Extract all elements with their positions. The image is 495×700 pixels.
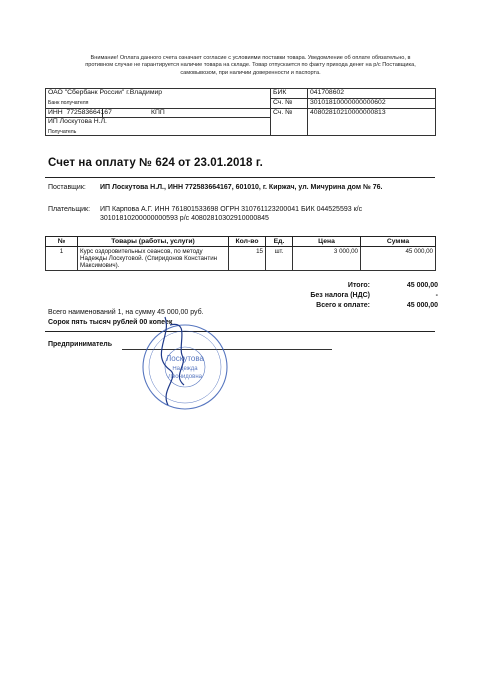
company-stamp <box>110 315 250 415</box>
items-table <box>45 236 436 271</box>
recipient-cell <box>46 118 271 136</box>
bik-value: 041708602 <box>308 89 436 99</box>
row-no: 1 <box>46 247 78 271</box>
items-header-row <box>46 237 436 247</box>
amount-in-words: Сорок пять тысяч рублей 00 копеек <box>48 319 173 326</box>
stamp-text-2: Надежда <box>172 366 198 372</box>
col-header-no: № <box>46 237 78 247</box>
row-qty: 15 <box>229 247 266 271</box>
kpp-label: КПП <box>151 109 165 116</box>
payer-line-2: 30101810200000000593 р/с 40802810302910000845 <box>100 215 269 222</box>
row-goods: Курс оздоровительных сеансов, по методу Надежды Лоскутовой. (Спиридонов Константин Максимович). <box>78 247 229 271</box>
inn-label: ИНН 772583664167 <box>46 109 103 118</box>
total-value: 45 000,00 <box>406 282 438 289</box>
corr-account-value: 30101810000000000602 <box>308 99 436 109</box>
stamp-text-3: Леонидовна <box>168 374 202 380</box>
payer-line-1: ИП Карпова А.Г. ИНН 761801533698 ОГРН 310761123200041 БИК 044525593 к/с <box>100 206 363 213</box>
supplier-value: ИП Лоскутова Н.Л., ИНН 772583664167, 601010, г. Киржач, ул. Мичурина дом № 76. <box>100 184 383 191</box>
row-unit: шт. <box>266 247 293 271</box>
payer-label: Плательщик: <box>48 206 91 213</box>
account-label: Сч. № <box>271 109 308 136</box>
bank-name: ОАО "Сбербанк России" г.Владимир <box>48 89 163 96</box>
total-label: Итого: <box>347 282 370 289</box>
vat-label: Без налога (НДС) <box>310 292 370 299</box>
title-rule <box>45 177 435 178</box>
due-label: Всего к оплате: <box>316 302 370 309</box>
payment-notice: Внимание! Оплата данного счета означает согласие с условиями поставки товара. Уведомление об оплате обязательно, в противном случае не гарантируется наличие товара на складе. Товар отпускается по факту прихода денег на р/с Поставщика, самовывозом, при наличии доверенности и паспорта. <box>85 55 416 76</box>
table-row <box>46 247 436 271</box>
col-header-qty: Кол-во <box>229 237 266 247</box>
recipient-caption: Получатель <box>48 129 77 135</box>
kpp-cell <box>103 109 271 118</box>
account-value: 40802810210000000813 <box>308 109 436 136</box>
col-header-price: Цена <box>293 237 361 247</box>
inn-value: 772583664167 <box>66 109 112 116</box>
signer-label: Предприниматель <box>48 341 113 348</box>
row-price: 3 000,00 <box>293 247 361 271</box>
recipient-name: ИП Лоскутова Н.Л. <box>48 118 107 125</box>
bank-caption: Банк получателя <box>48 100 89 106</box>
bik-label: БИК <box>271 89 308 99</box>
stamp-text-1: Лоскутова <box>166 354 204 363</box>
bank-details-table <box>45 88 436 136</box>
col-header-unit: Ед. <box>266 237 293 247</box>
supplier-label: Поставщик: <box>48 184 86 191</box>
col-header-goods: Товары (работы, услуги) <box>78 237 229 247</box>
due-value: 45 000,00 <box>406 302 438 309</box>
row-sum: 45 000,00 <box>361 247 436 271</box>
invoice-title: Счет на оплату № 624 от 23.01.2018 г. <box>48 157 263 169</box>
corr-account-label: Сч. № <box>271 99 308 109</box>
items-summary: Всего наименований 1, на сумму 45 000,00 руб. <box>48 309 204 316</box>
bank-name-cell <box>46 89 271 109</box>
vat-value: - <box>435 292 438 299</box>
col-header-sum: Сумма <box>361 237 436 247</box>
